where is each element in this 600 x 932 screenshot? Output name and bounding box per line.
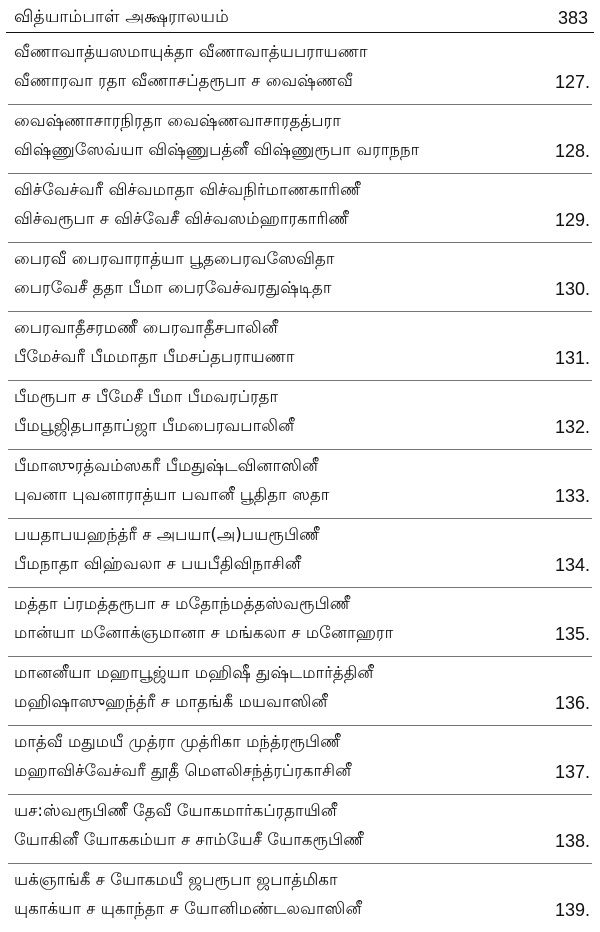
verse-number: 132. xyxy=(554,417,590,437)
verse-128 xyxy=(8,105,592,174)
verse-number: 127. xyxy=(554,72,590,92)
verse-137 xyxy=(8,726,592,795)
verse-line-1: பீமரூபா ச பீமேசீ பீமா பீமவரப்ரதா xyxy=(14,387,279,406)
verse-line-1: யக்ஞாங்கீ ச யோகமயீ ஜபரூபா ஜபாத்மிகா xyxy=(14,870,338,889)
verse-line-1: வீணாவாத்யஸமாயுக்தா வீணாவாத்யபராயணா xyxy=(14,42,368,61)
verse-line-1: மாத்வீ மதுமயீ முத்ரா முத்ரிகா மந்த்ரரூபிணீ xyxy=(14,732,341,751)
running-title: வித்யாம்பாள் அக்ஷராலயம் xyxy=(14,7,229,27)
verse-line-1: மத்தா ப்ரமத்தரூபா ச மதோந்மத்தஸ்வரூபிணீ xyxy=(14,594,351,613)
verse-number: 138. xyxy=(554,831,590,851)
verse-line-2: பீமபூஜிதபாதாப்ஜா பீமபைரவபாலினீ xyxy=(14,416,295,435)
verse-line-2: வீணாரவா ரதா வீணாசப்தரூபா ச வைஷ்ணவீ xyxy=(14,71,353,90)
verse-135 xyxy=(8,588,592,657)
verse-number: 136. xyxy=(554,693,590,713)
verse-132 xyxy=(8,381,592,450)
verse-line-2: பீமேச்வரீ பீமமாதா பீமசப்தபராயணா xyxy=(14,347,295,366)
verse-line-2: புவனா புவனாராத்யா பவானீ பூதிதா ஸதா xyxy=(14,485,330,504)
verse-line-2: மஹிஷாஸுஹந்த்ரீ ச மாதங்கீ மயவாஸினீ xyxy=(14,692,328,711)
verse-number: 129. xyxy=(554,210,590,230)
verse-line-1: பைரவாதீசரமணீ பைரவாதீசபாலினீ xyxy=(14,318,278,337)
verse-134 xyxy=(8,519,592,588)
verse-line-2: பைரவேசீ ததா பீமா பைரவேச்வரதுஷ்டிதா xyxy=(14,278,332,297)
verse-130 xyxy=(8,243,592,312)
verse-line-2: பீமநாதா விஹ்வலா ச பயபீதிவிநாசினீ xyxy=(14,554,301,573)
verse-number: 134. xyxy=(554,555,590,575)
verse-129 xyxy=(8,174,592,243)
verse-line-1: பைரவீ பைரவாராத்யா பூதபைரவஸேவிதா xyxy=(14,249,335,268)
verse-line-1: வைஷ்ணாசாரநிரதா வைஷ்ணவாசாரதத்பரா xyxy=(14,111,341,130)
verse-line-1: பீமாஸுரத்வம்ஸகரீ பீமதுஷ்டவினாஸினீ xyxy=(14,456,319,475)
verse-139 xyxy=(8,864,592,932)
verse-number: 137. xyxy=(554,762,590,782)
verse-line-2: யோகினீ யோககம்யா ச சாம்யேசீ யோகரூபிணீ xyxy=(14,830,364,849)
verse-number: 133. xyxy=(554,486,590,506)
verse-line-2: யுகாக்யா ச யுகாந்தா ச யோனிமண்டலவாஸினீ xyxy=(14,899,362,918)
page-header xyxy=(6,4,594,32)
verse-list xyxy=(0,36,600,932)
verse-number: 131. xyxy=(554,348,590,368)
verse-131 xyxy=(8,312,592,381)
verse-127 xyxy=(8,36,592,105)
verse-number: 130. xyxy=(554,279,590,299)
verse-line-1: மானனீயா மஹாபூஜ்யா மஹிஷீ துஷ்டமார்த்தினீ xyxy=(14,663,374,682)
verse-133 xyxy=(8,450,592,519)
header-divider xyxy=(6,32,594,33)
verse-136 xyxy=(8,657,592,726)
verse-line-2: விச்வரூபா ச விச்வேசீ விச்வஸம்ஹாரகாரிணீ xyxy=(14,209,349,228)
verse-138 xyxy=(8,795,592,864)
verse-line-1: பயதாபயஹந்த்ரீ ச அபயா(அ)பயரூபிணீ xyxy=(14,525,320,544)
verse-number: 128. xyxy=(554,141,590,161)
verse-line-2: விஷ்ணுஸேவ்யா விஷ்ணுபத்னீ விஷ்ணுரூபா வராநநா xyxy=(14,140,420,159)
verse-line-2: மான்யா மனோக்ஞமானா ச மங்கலா ச மனோஹரா xyxy=(14,623,394,642)
verse-line-2: மஹாவிச்வேச்வரீ தூதீ மௌலிசந்த்ரப்ரகாசினீ xyxy=(14,761,352,780)
verse-line-1: விச்வேச்வரீ விச்வமாதா விச்வநிர்மாணகாரிணீ xyxy=(14,180,361,199)
page-number: 383 xyxy=(557,8,588,28)
verse-number: 135. xyxy=(554,624,590,644)
verse-line-1: யச:ஸ்வரூபிணீ தேவீ யோகமார்கப்ரதாயினீ xyxy=(14,801,337,820)
verse-number: 139. xyxy=(554,900,590,920)
